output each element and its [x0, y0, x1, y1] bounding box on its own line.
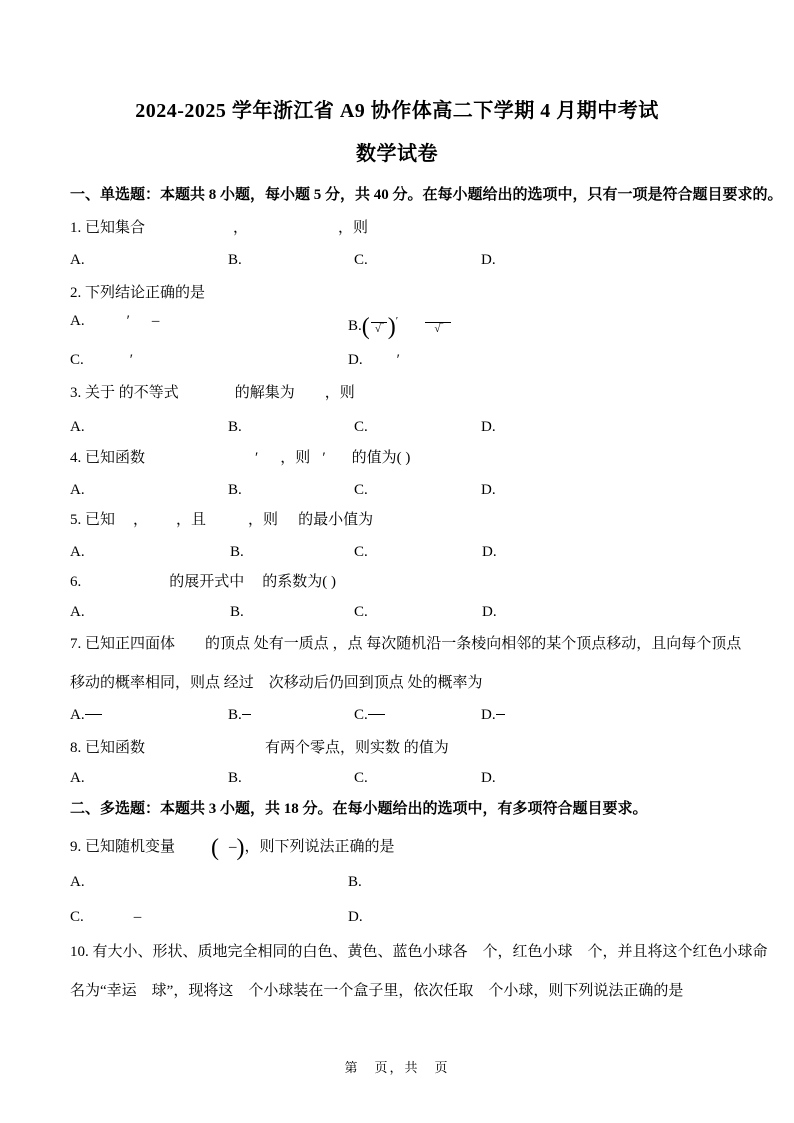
q2-option-d: D. ′: [348, 352, 400, 368]
q4-text3: 的值为( ): [351, 450, 411, 466]
dash-glyph: –: [151, 313, 160, 329]
q7-text1a: 7. 已知正四面体: [70, 636, 176, 652]
q3-option-c: C.: [354, 419, 368, 435]
q9-option-c: C. –: [70, 909, 142, 925]
formula-placeholder: [310, 461, 322, 462]
prime-glyph: ′: [255, 450, 259, 466]
q2-option-c: C. ′: [70, 352, 134, 368]
formula-placeholder: [84, 363, 130, 364]
question-3-stem: [0, 382, 794, 405]
q4-text2: ，则: [280, 450, 311, 466]
q6-text1: 的展开式中: [169, 574, 245, 590]
q6-number: 6.: [70, 574, 82, 590]
formula-placeholder: [115, 523, 133, 524]
q9-option-b: B.: [348, 874, 362, 890]
dash-glyph: –: [133, 909, 142, 925]
formula-placeholder: [175, 647, 205, 648]
formula-placeholder: [81, 585, 169, 586]
fraction-fragment: [371, 314, 387, 335]
q7-option-a: A.: [70, 704, 102, 727]
q8-option-d: D.: [481, 770, 496, 786]
q7-text1b: 的顶点 处有一质点 ，点 每次随机沿一条棱向相邻的某个顶点移动，且向每个顶点: [205, 636, 742, 652]
q3-text3: ，则: [324, 385, 355, 401]
q4-option-d: D.: [481, 482, 496, 498]
question-8-stem: [0, 737, 794, 760]
formula-placeholder: [145, 231, 233, 232]
close-paren-glyph: ): [387, 314, 396, 340]
q4-option-b: B.: [228, 482, 242, 498]
q1-option-a: A.: [70, 252, 85, 268]
exam-title-line1: 2024-2025 学年浙江省 A9 协作体高二下学期 4 月期中考试: [135, 100, 659, 122]
q6-option-b: B.: [230, 604, 244, 620]
section2-header: 二、多选题：本题共 3 小题，共 18 分。在每小题给出的选项中，有多项符合题目要求。: [70, 801, 648, 817]
q2-text: 2. 下列结论正确的是: [70, 285, 206, 301]
formula-placeholder: [258, 461, 280, 462]
formula-placeholder: [244, 585, 262, 586]
q6-option-c: C.: [354, 604, 368, 620]
q3-option-b: B.: [228, 419, 242, 435]
q8-option-b: B.: [228, 770, 242, 786]
fraction-fragment: [425, 314, 451, 335]
q9-text1: 9. 已知随机变量: [70, 839, 176, 855]
q5-option-c: C.: [354, 544, 368, 560]
fraction-bar-glyph: [242, 714, 251, 715]
prime-glyph: ′: [396, 352, 400, 368]
formula-placeholder: [85, 324, 127, 325]
q9-option-a: A.: [70, 874, 85, 890]
question-4-stem: [0, 447, 794, 470]
q5-text2: ，且: [176, 512, 207, 528]
q3-option-a: A.: [70, 419, 85, 435]
formula-placeholder: [326, 461, 352, 462]
section1-header: 一、单选题：本题共 8 小题，每小题 5 分，共 40 分。在每小题给出的选项中，只有一项是符合题目要求的。: [70, 187, 783, 203]
q5-option-b: B.: [230, 544, 244, 560]
q1-option-b: B.: [228, 252, 242, 268]
formula-placeholder: [398, 329, 424, 330]
fraction-bar-glyph: [85, 714, 102, 715]
q1-sep2: ，则: [338, 220, 369, 236]
q2-option-b: B.( √‾ )′ √‾: [348, 310, 452, 338]
question-2-stem: [0, 282, 794, 305]
dash-glyph: –: [229, 839, 237, 855]
q3-option-d: D.: [481, 419, 496, 435]
question-10-stem-line2: [0, 980, 794, 1003]
formula-placeholder: [145, 461, 255, 462]
q8-option-a: A.: [70, 770, 85, 786]
question-7-stem-line1: [0, 633, 794, 656]
q4-option-c: C.: [354, 482, 368, 498]
formula-placeholder: [206, 523, 248, 524]
q5-sep1: ，: [133, 512, 149, 528]
q6-text2: 的系数为( ): [262, 574, 337, 590]
formula-placeholder: [179, 396, 235, 397]
open-paren-glyph: (: [361, 314, 370, 340]
sqrt-glyph: √‾: [374, 323, 383, 335]
fraction-bar-glyph: [496, 714, 505, 715]
q4-text1: 4. 已知函数: [70, 450, 146, 466]
q10-text1: 10. 有大小、形状、质地完全相同的白色、黄色、蓝色小球各 个，红色小球 个，并且将这个红色小球命: [70, 944, 768, 960]
q4-option-a: A.: [70, 482, 85, 498]
formula-placeholder: [145, 751, 265, 752]
exam-title-line2: 数学试卷: [356, 143, 438, 165]
prime-glyph: ′: [129, 352, 134, 368]
open-paren-glyph: (: [211, 835, 220, 861]
formula-placeholder: [219, 850, 229, 851]
q8-text2: 有两个零点，则实数 的值为: [265, 740, 449, 756]
formula-placeholder: [278, 523, 298, 524]
q9-option-d: D.: [348, 909, 363, 925]
question-7-stem-line2: [0, 672, 794, 695]
q1-text: 1. 已知集合: [70, 220, 146, 236]
formula-placeholder: [84, 920, 134, 921]
formula-placeholder: [295, 396, 325, 397]
fraction-bar-glyph: [368, 714, 385, 715]
q5-option-a: A.: [70, 544, 85, 560]
formula-placeholder: [175, 850, 211, 851]
q1-option-d: D.: [481, 252, 496, 268]
q1-sep1: ，: [233, 220, 249, 236]
q6-option-a: A.: [70, 604, 85, 620]
q7-text2: 移动的概率相同，则点 经过 次移动后仍回到顶点 处的概率为: [70, 675, 483, 691]
sqrt-glyph: √‾: [434, 323, 443, 335]
q8-option-c: C.: [354, 770, 368, 786]
question-9-stem: [0, 836, 794, 859]
q6-option-d: D.: [482, 604, 497, 620]
q5-text3: ，则: [248, 512, 279, 528]
question-5-stem: [0, 509, 794, 532]
question-6-stem: [0, 571, 794, 594]
q2-options-row-1: [0, 310, 794, 344]
q7-option-c: C.: [354, 704, 385, 727]
q5-text1: 5. 已知: [70, 512, 116, 528]
q7-option-b: B.: [228, 704, 251, 727]
q3-text2: 的解集为: [234, 385, 295, 401]
q5-text4: 的最小值为: [298, 512, 374, 528]
prime-glyph: ′: [322, 450, 326, 466]
page-footer: 第 页，共 页: [344, 1060, 450, 1075]
q3-text1: 3. 关于 的不等式: [70, 385, 179, 401]
q7-option-d: D.: [481, 704, 505, 727]
q8-text1: 8. 已知函数: [70, 740, 146, 756]
q2-option-a: A. ′ –: [70, 313, 160, 329]
formula-placeholder: [148, 523, 176, 524]
q5-option-d: D.: [482, 544, 497, 560]
question-10-stem-line1: [0, 941, 794, 964]
formula-placeholder: [363, 363, 397, 364]
q10-text2: 名为“幸运 球”，现将这 个小球装在一个盒子里，依次任取 个小球，则下列说法正确的是: [70, 983, 684, 999]
q9-text2: ，则下列说法正确的是: [244, 839, 395, 855]
formula-placeholder: [248, 231, 338, 232]
question-1-stem: [0, 217, 794, 240]
close-paren-glyph: ): [236, 835, 245, 861]
formula-placeholder: [130, 324, 152, 325]
q1-option-c: C.: [354, 252, 368, 268]
prime-glyph: ′: [395, 315, 399, 327]
prime-glyph: ′: [126, 313, 130, 329]
